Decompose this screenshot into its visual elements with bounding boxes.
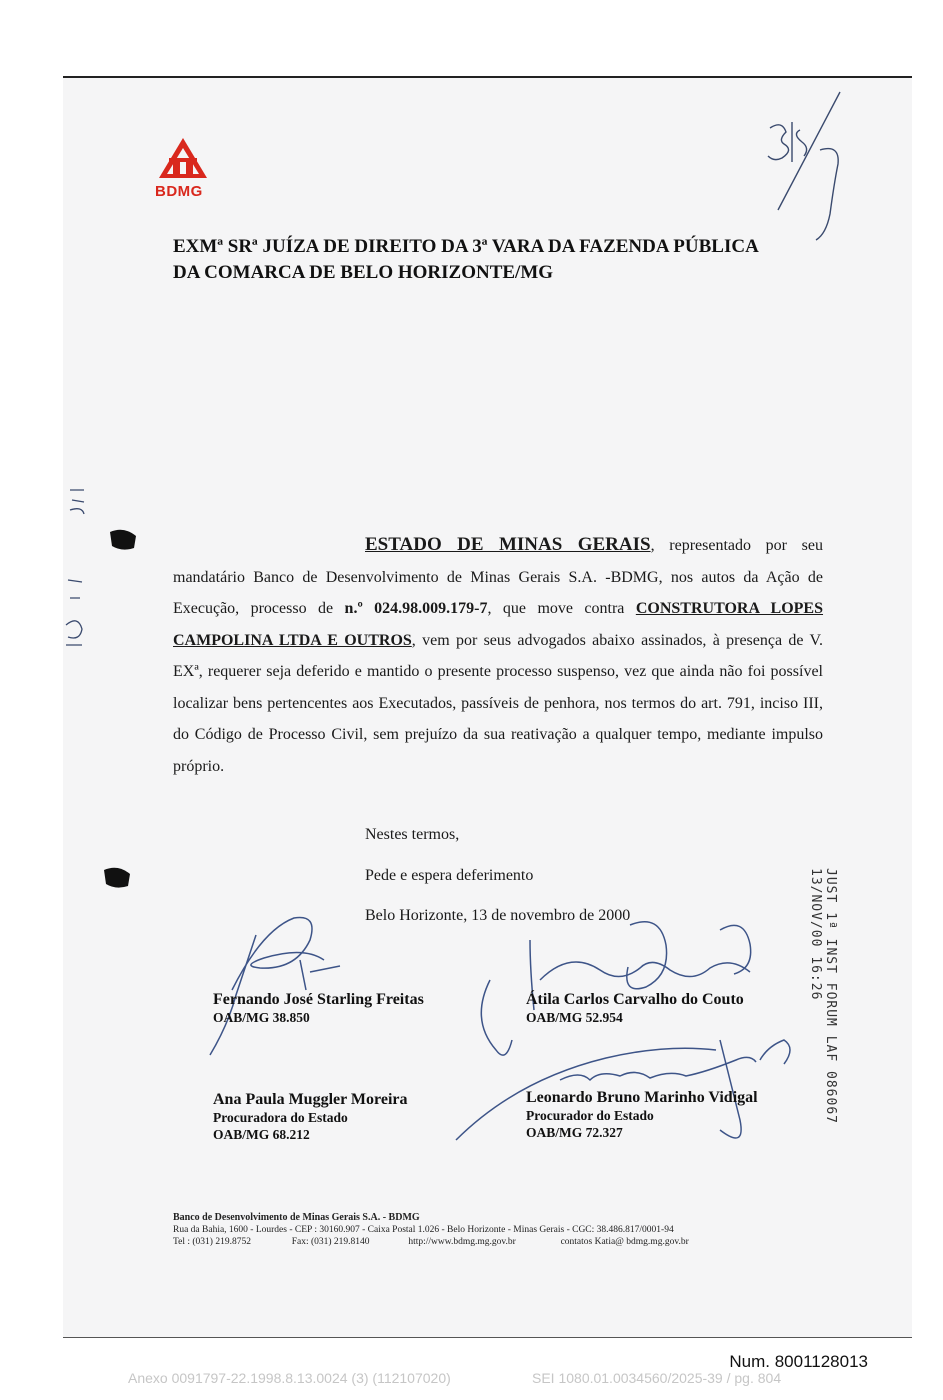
party-name: ESTADO DE MINAS GERAIS	[365, 534, 651, 555]
sei-reference: SEI 1080.01.0034560/2025-39 / pg. 804	[532, 1370, 782, 1386]
process-number: n.º 024.98.009.179-7	[344, 600, 488, 617]
signatory-block	[213, 1091, 408, 1143]
margin-note	[66, 490, 84, 645]
signatory-role: Procurador do Estado	[526, 1108, 654, 1123]
signatory-role: Procuradora do Estado	[213, 1110, 348, 1125]
signatory-block	[526, 991, 744, 1026]
signatory-oab: OAB/MG 68.212	[213, 1127, 310, 1142]
defendant-name: CONSTRUTORA LOPES CAMPOLINA LTDA E OUTROS	[173, 600, 824, 649]
document-number: Num. 8001128013	[729, 1352, 868, 1371]
protocol-stamp	[808, 868, 838, 1208]
closing-line-1: Nestes termos,	[365, 826, 460, 843]
signatory-oab: OAB/MG 52.954	[526, 1010, 623, 1025]
footer-tel: Tel : (031) 219.8752	[173, 1237, 251, 1247]
signatory-name: Leonardo Bruno Marinho Vidigal	[526, 1089, 758, 1106]
logo-text: BDMG	[155, 183, 203, 200]
footer-email: contatos Katia@ bdmg.mg.gov.br	[560, 1237, 689, 1247]
handwritten-page-number	[768, 92, 840, 240]
addressee-heading	[173, 234, 759, 286]
signatory-block	[526, 1089, 758, 1141]
annex-reference: Anexo 0091797-22.1998.8.13.0024 (3) (112107020)	[128, 1370, 451, 1386]
signatory-name: Átila Carlos Carvalho do Couto	[526, 991, 744, 1008]
closing-date: Belo Horizonte, 13 de novembro de 2000	[365, 907, 631, 924]
signature-fernando	[210, 917, 340, 1055]
footer-fax: Fax: (031) 219.8140	[291, 1237, 370, 1247]
petition-body	[173, 529, 823, 782]
heading-line-1: EXMª SRª JUÍZA DE DIREITO DA 3ª VARA DA FAZENDA PÚBLICA	[173, 236, 759, 257]
signatory-oab: OAB/MG 38.850	[213, 1010, 310, 1025]
signatory-name: Fernando José Starling Freitas	[213, 991, 424, 1008]
body-text-1: , representado por seu mandatário Banco de Desenvolvimento de Minas Gerais S.A. -BDMG, nos autos da Ação de Execução, processo de	[173, 537, 824, 617]
closing-line-2: Pede e espera deferimento	[365, 867, 534, 884]
punch-hole	[110, 530, 136, 550]
signature-atila	[481, 922, 750, 1055]
heading-line-2: DA COMARCA DE BELO HORIZONTE/MG	[173, 262, 554, 283]
protocol-stamp-text: JUST 1ª INST FORUM LAF 086067 13/NOV/00 16:26	[808, 868, 838, 1124]
signatory-name: Ana Paula Muggler Moreira	[213, 1091, 408, 1108]
footer-company: Banco de Desenvolvimento de Minas Gerais S.A. - BDMG	[173, 1212, 420, 1223]
footer-contacts	[173, 1236, 689, 1248]
footer-site: http://www.bdmg.mg.gov.br	[408, 1237, 516, 1247]
body-text-2: , que move contra	[487, 600, 636, 617]
punch-hole	[104, 868, 130, 888]
signatory-block	[213, 991, 424, 1026]
signatory-oab: OAB/MG 72.327	[526, 1125, 623, 1140]
body-text-3: , vem por seus advogados abaixo assinados, à presença de V. EXª, requerer seja deferido e mantido o presente processo suspenso, vez que ainda não foi possível localizar bens pertencentes aos Executados, passíveis de penhora, nos termos do art. 791, inciso III, do Código de Processo Civil, sem prejuízo da sua reativação a qualquer tempo, mediante impulso próprio.	[173, 631, 823, 775]
letterhead-footer	[173, 1212, 689, 1248]
footer-address: Rua da Bahia, 1600 - Lourdes - CEP : 30160.907 - Caixa Postal 1.026 - Belo Horizonte - Minas Gerais - CGC: 38.486.817/0001-94	[173, 1225, 674, 1235]
